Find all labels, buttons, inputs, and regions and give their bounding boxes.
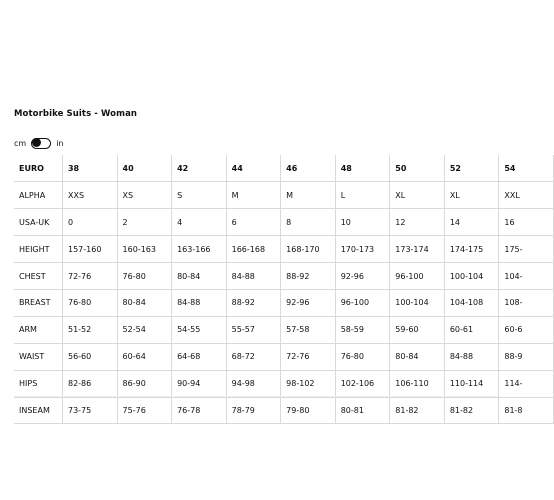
row-label: INSEAM — [14, 397, 62, 424]
table-cell: 59-60 — [390, 316, 445, 343]
table-cell: 76-80 — [335, 343, 390, 370]
table-cell: 175- — [499, 236, 554, 263]
row-label: HIPS — [14, 370, 62, 397]
table-cell: 94-98 — [226, 370, 281, 397]
table-cell: 12 — [390, 209, 445, 236]
row-label: WAIST — [14, 343, 62, 370]
unit-toggle[interactable] — [31, 138, 51, 149]
table-row — [14, 370, 554, 397]
table-cell: 56-60 — [62, 343, 117, 370]
size-header-cell: 50 — [390, 155, 445, 182]
table-cell: 6 — [226, 209, 281, 236]
table-cell: 80-81 — [335, 397, 390, 424]
table-row — [14, 263, 554, 290]
table-cell: 166-168 — [226, 236, 281, 263]
table-cell: 80-84 — [172, 263, 227, 290]
size-header-cell: 42 — [172, 155, 227, 182]
table-cell: 64-68 — [172, 343, 227, 370]
table-header-row — [14, 155, 554, 182]
table-row — [14, 289, 554, 316]
table-cell: 88-9 — [499, 343, 554, 370]
table-cell: 4 — [172, 209, 227, 236]
table-cell: 98-102 — [281, 370, 336, 397]
table-cell: 2 — [117, 209, 172, 236]
unit-label-cm: cm — [14, 138, 27, 148]
table-cell: XXS — [62, 182, 117, 209]
table-cell: 57-58 — [281, 316, 336, 343]
table-cell: 54-55 — [172, 316, 227, 343]
row-label: USA-UK — [14, 209, 62, 236]
table-cell: M — [226, 182, 281, 209]
table-cell: 72-76 — [62, 263, 117, 290]
table-cell: 157-160 — [62, 236, 117, 263]
table-row — [14, 397, 554, 424]
table-cell: XS — [117, 182, 172, 209]
table-cell: 75-76 — [117, 397, 172, 424]
row-label: HEIGHT — [14, 236, 62, 263]
table-cell: 51-52 — [62, 316, 117, 343]
table-cell: 104-108 — [444, 289, 499, 316]
table-cell: 108- — [499, 289, 554, 316]
row-label: EURO — [14, 155, 62, 182]
table-cell: XXL — [499, 182, 554, 209]
table-cell: 79-80 — [281, 397, 336, 424]
table-cell: 163-166 — [172, 236, 227, 263]
unit-label-in: in — [56, 138, 64, 148]
table-cell: 55-57 — [226, 316, 281, 343]
table-cell: 72-76 — [281, 343, 336, 370]
table-cell: 81-82 — [444, 397, 499, 424]
toggle-knob — [32, 138, 41, 147]
table-cell: 86-90 — [117, 370, 172, 397]
size-header-cell: 54 — [499, 155, 554, 182]
table-cell: 78-79 — [226, 397, 281, 424]
table-cell: L — [335, 182, 390, 209]
table-cell: 60-64 — [117, 343, 172, 370]
table-cell: 80-84 — [117, 289, 172, 316]
size-table-body — [14, 155, 554, 424]
page-title: Motorbike Suits - Woman — [14, 109, 138, 119]
table-cell: 100-104 — [444, 263, 499, 290]
table-cell: 82-86 — [62, 370, 117, 397]
table-cell: 8 — [281, 209, 336, 236]
table-cell: 92-96 — [335, 263, 390, 290]
row-label: BREAST — [14, 289, 62, 316]
row-label: CHEST — [14, 263, 62, 290]
size-header-cell: 40 — [117, 155, 172, 182]
table-cell: 174-175 — [444, 236, 499, 263]
table-cell: 96-100 — [335, 289, 390, 316]
table-cell: 16 — [499, 209, 554, 236]
table-cell: XL — [444, 182, 499, 209]
table-cell: 100-104 — [390, 289, 445, 316]
size-header-cell: 52 — [444, 155, 499, 182]
size-header-cell: 46 — [281, 155, 336, 182]
table-cell: 173-174 — [390, 236, 445, 263]
table-cell: 76-78 — [172, 397, 227, 424]
table-cell: 160-163 — [117, 236, 172, 263]
table-row — [14, 343, 554, 370]
table-row — [14, 182, 554, 209]
table-cell: 76-80 — [117, 263, 172, 290]
table-row — [14, 209, 554, 236]
table-cell: 60-6 — [499, 316, 554, 343]
table-cell: 76-80 — [62, 289, 117, 316]
size-header-cell: 44 — [226, 155, 281, 182]
table-cell: 14 — [444, 209, 499, 236]
table-cell: 110-114 — [444, 370, 499, 397]
table-cell: 168-170 — [281, 236, 336, 263]
table-cell: 104- — [499, 263, 554, 290]
table-cell: 80-84 — [390, 343, 445, 370]
table-cell: 84-88 — [226, 263, 281, 290]
table-cell: 84-88 — [444, 343, 499, 370]
table-cell: 10 — [335, 209, 390, 236]
table-cell: 114- — [499, 370, 554, 397]
table-cell: XL — [390, 182, 445, 209]
table-cell: 92-96 — [281, 289, 336, 316]
table-cell: 88-92 — [281, 263, 336, 290]
table-cell: 102-106 — [335, 370, 390, 397]
table-cell: M — [281, 182, 336, 209]
table-cell: 52-54 — [117, 316, 172, 343]
row-label: ALPHA — [14, 182, 62, 209]
table-cell: S — [172, 182, 227, 209]
table-cell: 58-59 — [335, 316, 390, 343]
table-cell: 81-82 — [390, 397, 445, 424]
size-table — [14, 155, 554, 424]
table-row — [14, 236, 554, 263]
table-cell: 81-8 — [499, 397, 554, 424]
table-row — [14, 316, 554, 343]
table-cell: 60-61 — [444, 316, 499, 343]
table-cell: 68-72 — [226, 343, 281, 370]
table-cell: 106-110 — [390, 370, 445, 397]
size-table-container[interactable] — [14, 155, 523, 415]
table-cell: 84-88 — [172, 289, 227, 316]
table-cell: 73-75 — [62, 397, 117, 424]
table-cell: 0 — [62, 209, 117, 236]
table-cell: 88-92 — [226, 289, 281, 316]
table-cell: 90-94 — [172, 370, 227, 397]
size-header-cell: 48 — [335, 155, 390, 182]
table-cell: 96-100 — [390, 263, 445, 290]
table-cell: 170-173 — [335, 236, 390, 263]
unit-switcher — [14, 136, 64, 150]
table-bottom-divider — [14, 396, 500, 397]
row-label: ARM — [14, 316, 62, 343]
size-header-cell: 38 — [62, 155, 117, 182]
